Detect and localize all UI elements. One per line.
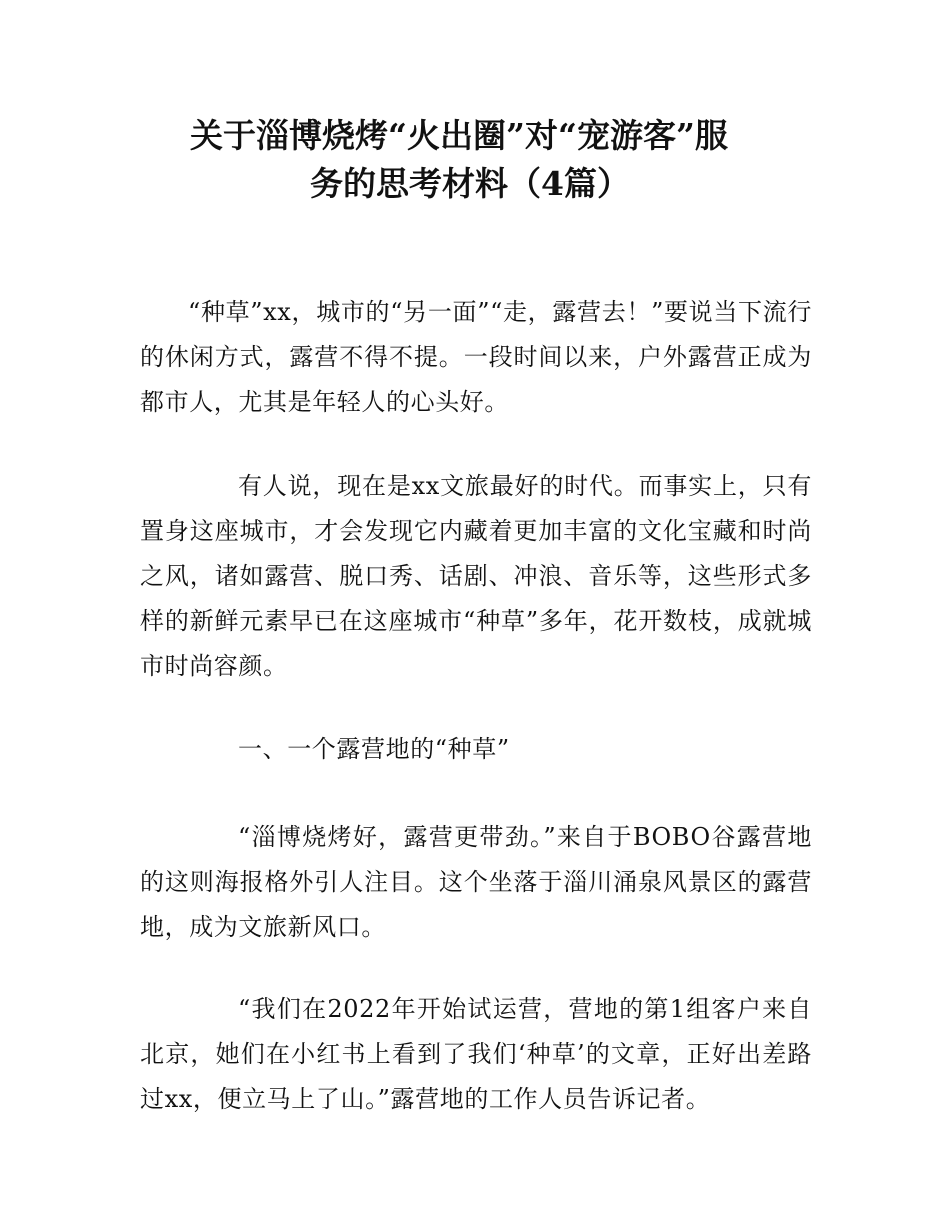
section-heading: 一、一个露营地的“种草” bbox=[238, 735, 510, 763]
paragraph-culture: 有人说，现在是xx文旅最好的时代。而事实上，只有置身这座城市，才会发现它内藏着更加丰富的文化宝藏和时尚之风，诸如露营、脱口秀、话剧、冲浪、音乐等，这些形式多样的新鲜元素早已在这座城市“种草”多年，花开数枝，成就城市时尚容颜。 bbox=[140, 472, 812, 680]
title-line-2: 务的思考材料（4篇） bbox=[310, 164, 630, 203]
document-title bbox=[140, 112, 810, 208]
paragraph-intro: “种草”xx，城市的“另一面”“走，露营去！”要说当下流行的休闲方式，露营不得不提。一段时间以来，户外露营正成为都市人，尤其是年轻人的心头好。 bbox=[140, 298, 812, 416]
title-line-1: 关于淄博烧烤“火出圈”对“宠游客”服 bbox=[190, 116, 728, 155]
paragraph-campsite: “淄博烧烤好，露营更带劲。”来自于BOBO谷露营地的这则海报格外引人注目。这个坐落于淄川涌泉风景区的露营地，成为文旅新风口。 bbox=[140, 823, 812, 941]
paragraph-quote: “我们在2022年开始试运营，营地的第1组客户来自北京，她们在小红书上看到了我们‘种草’的文章，正好出差路过xx，便立马上了山。”露营地的工作人员告诉记者。 bbox=[140, 995, 812, 1113]
